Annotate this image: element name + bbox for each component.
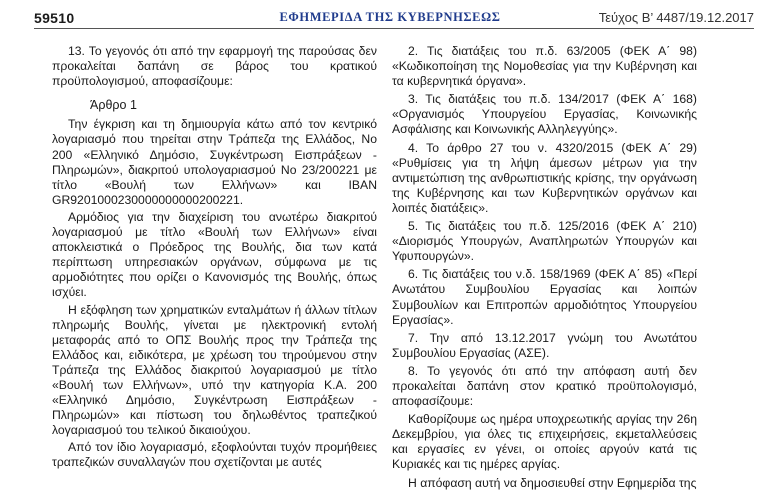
header-divider bbox=[34, 28, 754, 29]
issue-number: Τεύχος Β’ 4487/19.12.2017 bbox=[598, 10, 754, 25]
paragraph: Η απόφαση αυτή να δημοσιευθεί στην Εφημερίδα της bbox=[408, 475, 697, 490]
paragraph: 3. Τις διατάξεις του π.δ. 134/2017 (ΦΕΚ Α΄ 168) «Οργανισμός Υπουργείου Εργασίας, Κοινωνικής Ασφάλισης και Κοινωνικής Αλληλεγγύης». bbox=[392, 92, 697, 137]
paragraph: 8. Το γεγονός ότι από την απόφαση αυτή δεν προκαλείται δαπάνη στον κρατικό προϋπολογισμό, αποφασίζουμε: bbox=[392, 363, 697, 409]
paragraph: Από τον ίδιο λογαριασμό, εξοφλούνται τυχόν προμήθειες τραπεζικών συναλλαγών που σχετίζονται με αυτές bbox=[52, 440, 377, 470]
paragraph: 5. Τις διατάξεις του π.δ. 125/2016 (ΦΕΚ Α΄ 210) «Διορισμός Υπουργών, Αναπληρωτών Υπουργών και Υφυπουργών». bbox=[392, 219, 697, 264]
left-column bbox=[52, 44, 377, 473]
paragraph: Αρμόδιος για την διαχείριση του ανωτέρω διακριτού λογαριασμού με τίτλο «Βουλή των Ελλήνων» είναι αποκλειστικά ο Πρόεδρος της Βουλής, δια των κατά περίπτωση υπηρεσιακών οργάνων, σύμφωνα με τις αρμοδιότητες που ορίζει ο Κανονισμός της Βουλής, όπως ισχύει. bbox=[52, 209, 377, 300]
right-column bbox=[392, 44, 697, 494]
paragraph: 2. Τις διατάξεις του π.δ. 63/2005 (ΦΕΚ Α΄ 98) «Κωδικοποίηση της Νομοθεσίας για την Κυβέρνηση και τα κυβερνητικά όργανα». bbox=[392, 44, 697, 89]
paragraph: Καθορίζουμε ως ημέρα υποχρεωτικής αργίας την 26η Δεκεμβρίου, για όλες τις επιχειρήσεις, εκμεταλλεύσεις και εργασίες εν γένει, οι οποίες αργούν κατά τις Κυριακές και τις ημέρες αργίας. bbox=[392, 412, 697, 472]
paragraph: 7. Την από 13.12.2017 γνώμη του Ανωτάτου Συμβουλίου Εργασίας (ΑΣΕ). bbox=[392, 330, 697, 360]
paragraph: 6. Τις διατάξεις του ν.δ. 158/1969 (ΦΕΚ Α΄ 85) «Περί Ανωτάτου Συμβουλίου Εργασίας και λοιπών Συμβουλίων και Επιτροπών αρμοδιότητος Υπουργείου Εργασίας». bbox=[392, 267, 697, 327]
page-header bbox=[0, 0, 768, 30]
page-number: 59510 bbox=[34, 10, 75, 26]
paragraph: 4. Το άρθρο 27 του ν. 4320/2015 (ΦΕΚ Α΄ 29) «Ρυθμίσεις για τη λήψη άμεσων μέτρων για την αντιμετώπιση της ανθρωπιστικής κρίσης, την οργάνωση της Κυβέρνησης και των Κυβερνητικών οργάνων και λοιπές διατάξεις». bbox=[392, 140, 697, 215]
paragraph: Την έγκριση και τη δημιουργία κάτω από τον κεντρικό λογαριασμό που τηρείται στην Τράπεζα της Ελλάδος, Νο 200 «Ελληνικό Δημόσιο, Συγκέντρωση Εισπράξεων - Πληρωμών», διακριτού υπολογαριασμού Νο 23/200221 με τίτλο «Βουλή των Ελλήνων» και IBAN GR9201000230000000000200221. bbox=[52, 117, 377, 207]
paragraph: Η εξόφληση των χρηματικών ενταλμάτων ή άλλων τίτλων πληρωμής Βουλής, γίνεται με ηλεκτρονική εντολή μεταφοράς από το ΟΠΣ Βουλής προς την Τράπεζα της Ελλάδος και, ειδικότερα, με χρέωση του τηρούμενου στην Τράπεζα της Ελλάδος διακριτού λογαριασμού με τίτλο «Βουλή των Ελλήνων», υπό την κατηγορία Κ.Α. 200 «Ελληνικό Δημόσιο, Συγκέντρωση Εισπράξεων - Πληρωμών» και πίστωση του δηλωθέντος τραπεζικού λογαριασμού του τελικού δικαιούχου. bbox=[52, 302, 377, 438]
article-heading: Άρθρο 1 bbox=[90, 98, 137, 113]
gazette-title: ΕΦΗΜΕΡΙΔΑ ΤΗΣ ΚΥΒΕΡΝΗΣΕΩΣ bbox=[279, 10, 501, 24]
paragraph: 13. Το γεγονός ότι από την εφαρμογή της παρούσας δεν προκαλείται δαπάνη σε βάρος του κρατικού προϋπολογισμού, αποφασίζουμε: bbox=[52, 44, 377, 89]
